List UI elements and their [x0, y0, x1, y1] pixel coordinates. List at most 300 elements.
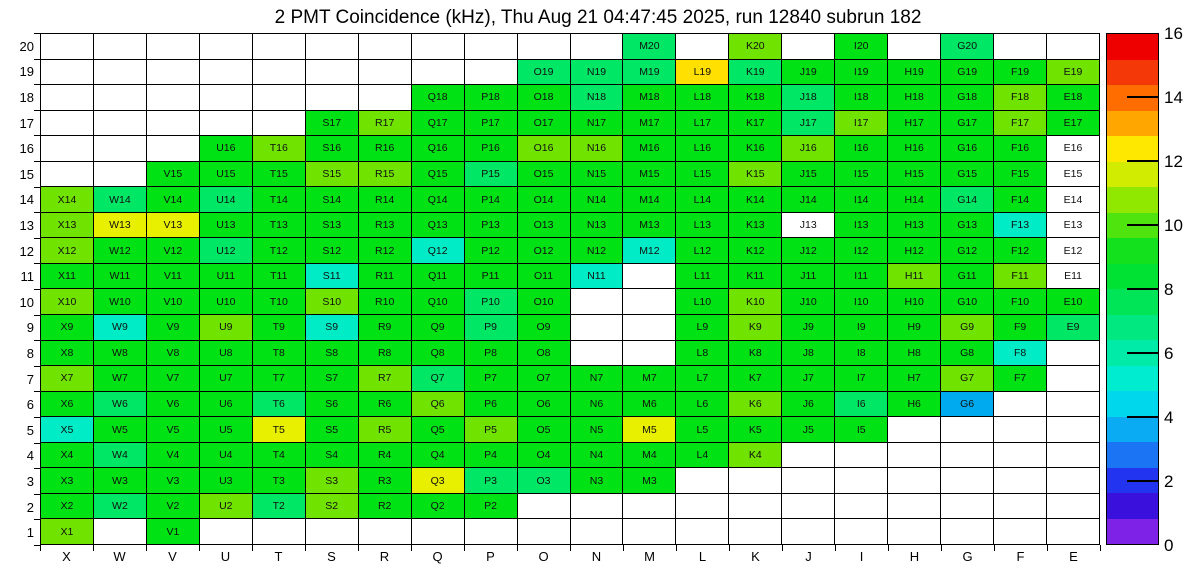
- x-axis-tick: [676, 545, 677, 551]
- cell-N19: N19: [571, 60, 623, 85]
- cell-P12: P12: [465, 238, 517, 263]
- cell-O18: O18: [518, 85, 570, 110]
- empty-cell: [94, 136, 146, 161]
- empty-cell: [41, 162, 93, 187]
- cell-M7: M7: [623, 366, 675, 391]
- x-axis-label-U: U: [220, 549, 231, 564]
- cell-O8: O8: [518, 341, 570, 366]
- cell-R11: R11: [359, 264, 411, 289]
- cell-X13: X13: [41, 213, 93, 238]
- empty-cell: [888, 468, 940, 493]
- cell-L13: L13: [676, 213, 728, 238]
- cell-W13: W13: [94, 213, 146, 238]
- colorbar-band: [1107, 391, 1158, 417]
- empty-cell: [465, 60, 517, 85]
- cell-S8: S8: [306, 341, 358, 366]
- cell-H19: H19: [888, 60, 940, 85]
- colorbar-band: [1107, 111, 1158, 137]
- cell-L7: L7: [676, 366, 728, 391]
- cell-P8: P8: [465, 341, 517, 366]
- y-axis-label-2: 2: [26, 499, 34, 515]
- y-axis-label-20: 20: [19, 38, 34, 54]
- colorbar-tick-label-10: 10: [1164, 216, 1183, 235]
- cell-J14: J14: [782, 187, 834, 212]
- x-axis-label-X: X: [62, 549, 71, 564]
- cell-L5: L5: [676, 417, 728, 442]
- empty-cell: [253, 111, 305, 136]
- cell-P5: P5: [465, 417, 517, 442]
- cell-F8: F8: [994, 341, 1046, 366]
- cell-G17: G17: [941, 111, 993, 136]
- cell-E18: E18: [1047, 85, 1099, 110]
- cell-O3: O3: [518, 468, 570, 493]
- cell-S2: S2: [306, 494, 358, 519]
- x-axis-label-T: T: [274, 549, 283, 564]
- empty-cell: [147, 34, 199, 59]
- cell-R10: R10: [359, 289, 411, 314]
- colorbar-tick: [1127, 160, 1159, 162]
- y-axis-label-13: 13: [19, 218, 34, 233]
- empty-cell: [94, 111, 146, 136]
- cell-H9: H9: [888, 315, 940, 340]
- cell-I20: I20: [835, 34, 887, 59]
- colorbar-tick: [1127, 96, 1159, 98]
- empty-cell: [571, 34, 623, 59]
- cell-E14: E14: [1047, 187, 1099, 212]
- cell-M13: M13: [623, 213, 675, 238]
- colorbar-tick: [1127, 224, 1159, 226]
- cell-L10: L10: [676, 289, 728, 314]
- colorbar-band: [1107, 519, 1158, 545]
- empty-cell: [200, 111, 252, 136]
- colorbar-tick-label-0: 0: [1164, 536, 1174, 555]
- empty-cell: [623, 519, 675, 544]
- cell-O5: O5: [518, 417, 570, 442]
- cell-S10: S10: [306, 289, 358, 314]
- empty-cell: [941, 494, 993, 519]
- x-axis-tick: [888, 545, 889, 551]
- cell-T6: T6: [253, 392, 305, 417]
- x-axis-label-O: O: [538, 549, 549, 564]
- y-axis-tick: [34, 391, 40, 392]
- cell-U5: U5: [200, 417, 252, 442]
- cell-L4: L4: [676, 443, 728, 468]
- cell-N7: N7: [571, 366, 623, 391]
- x-axis-tick: [994, 545, 995, 551]
- cell-S11: S11: [306, 264, 358, 289]
- cell-J6: J6: [782, 392, 834, 417]
- y-axis-label-1: 1: [26, 525, 34, 541]
- cell-J5: J5: [782, 417, 834, 442]
- cell-X6: X6: [41, 392, 93, 417]
- cell-W5: W5: [94, 417, 146, 442]
- cell-R4: R4: [359, 443, 411, 468]
- y-axis-label-16: 16: [19, 141, 34, 157]
- empty-cell: [359, 85, 411, 110]
- cell-N6: N6: [571, 392, 623, 417]
- colorbar-tick: [1127, 352, 1159, 354]
- cell-L16: L16: [676, 136, 728, 161]
- empty-cell: [412, 60, 464, 85]
- y-axis-label-11: 11: [20, 269, 34, 285]
- cell-K11: K11: [729, 264, 781, 289]
- cell-Q13: Q13: [412, 213, 464, 238]
- cell-Q16: Q16: [412, 136, 464, 161]
- empty-cell: [1047, 341, 1099, 366]
- x-axis-tick: [305, 545, 306, 551]
- cell-K7: K7: [729, 366, 781, 391]
- cell-V6: V6: [147, 392, 199, 417]
- cell-X12: X12: [41, 238, 93, 263]
- y-axis-label-18: 18: [19, 90, 34, 105]
- cell-H16: H16: [888, 136, 940, 161]
- cell-J8: J8: [782, 341, 834, 366]
- x-axis-label-H: H: [909, 549, 920, 564]
- cell-O17: O17: [518, 111, 570, 136]
- empty-cell: [571, 341, 623, 366]
- x-axis-label-W: W: [113, 549, 126, 564]
- empty-cell: [994, 519, 1046, 544]
- empty-cell: [253, 34, 305, 59]
- cell-R6: R6: [359, 392, 411, 417]
- colorbar-band: [1107, 238, 1158, 264]
- cell-M14: M14: [623, 187, 675, 212]
- x-axis-label-G: G: [962, 549, 973, 564]
- empty-cell: [782, 468, 834, 493]
- cell-U13: U13: [200, 213, 252, 238]
- cell-V10: V10: [147, 289, 199, 314]
- cell-H18: H18: [888, 85, 940, 110]
- y-axis-tick: [34, 315, 40, 316]
- colorbar-band: [1107, 34, 1158, 60]
- cell-V2: V2: [147, 494, 199, 519]
- empty-cell: [518, 34, 570, 59]
- cell-H11: H11: [888, 264, 940, 289]
- cell-G18: G18: [941, 85, 993, 110]
- empty-cell: [359, 34, 411, 59]
- empty-cell: [465, 34, 517, 59]
- x-axis-tick: [782, 545, 783, 551]
- cell-G9: G9: [941, 315, 993, 340]
- cell-U10: U10: [200, 289, 252, 314]
- cell-I19: I19: [835, 60, 887, 85]
- cell-H8: H8: [888, 341, 940, 366]
- empty-cell: [359, 519, 411, 544]
- x-axis-label-F: F: [1016, 549, 1025, 564]
- empty-cell: [676, 468, 728, 493]
- cell-O14: O14: [518, 187, 570, 212]
- empty-cell: [994, 443, 1046, 468]
- cell-L14: L14: [676, 187, 728, 212]
- cell-U7: U7: [200, 366, 252, 391]
- cell-F10: F10: [994, 289, 1046, 314]
- empty-cell: [1047, 519, 1099, 544]
- empty-cell: [306, 34, 358, 59]
- cell-O19: O19: [518, 60, 570, 85]
- cell-V9: V9: [147, 315, 199, 340]
- cell-K20: K20: [729, 34, 781, 59]
- cell-F16: F16: [994, 136, 1046, 161]
- cell-N15: N15: [571, 162, 623, 187]
- empty-cell: [571, 289, 623, 314]
- colorbar-band: [1107, 136, 1158, 162]
- empty-cell: [888, 34, 940, 59]
- cell-G20: G20: [941, 34, 993, 59]
- cell-H10: H10: [888, 289, 940, 314]
- empty-cell: [888, 443, 940, 468]
- cell-M19: M19: [623, 60, 675, 85]
- cell-G7: G7: [941, 366, 993, 391]
- y-axis-tick: [34, 212, 40, 213]
- cell-R8: R8: [359, 341, 411, 366]
- cell-S15: S15: [306, 162, 358, 187]
- cell-U8: U8: [200, 341, 252, 366]
- cell-K13: K13: [729, 213, 781, 238]
- cell-I5: I5: [835, 417, 887, 442]
- y-axis-tick: [34, 340, 40, 341]
- cell-W3: W3: [94, 468, 146, 493]
- x-axis-tick: [40, 545, 41, 551]
- cell-L19: L19: [676, 60, 728, 85]
- cell-M16: M16: [623, 136, 675, 161]
- cell-Q8: Q8: [412, 341, 464, 366]
- cell-V14: V14: [147, 187, 199, 212]
- x-axis-label-K: K: [751, 549, 760, 564]
- x-axis-label-M: M: [644, 549, 655, 564]
- cell-V3: V3: [147, 468, 199, 493]
- cell-Q17: Q17: [412, 111, 464, 136]
- cell-K15: K15: [729, 162, 781, 187]
- cell-I13: I13: [835, 213, 887, 238]
- y-axis-label-14: 14: [19, 192, 34, 208]
- empty-cell: [253, 519, 305, 544]
- empty-cell: [782, 34, 834, 59]
- colorbar-band: [1107, 289, 1158, 315]
- empty-cell: [994, 468, 1046, 493]
- cell-Q6: Q6: [412, 392, 464, 417]
- cell-E15: E15: [1047, 162, 1099, 187]
- colorbar-band: [1107, 315, 1158, 341]
- cell-W9: W9: [94, 315, 146, 340]
- cell-V13: V13: [147, 213, 199, 238]
- cell-L11: L11: [676, 264, 728, 289]
- empty-cell: [1047, 34, 1099, 59]
- cell-J18: J18: [782, 85, 834, 110]
- cell-Q15: Q15: [412, 162, 464, 187]
- cell-U6: U6: [200, 392, 252, 417]
- cell-H7: H7: [888, 366, 940, 391]
- cell-M6: M6: [623, 392, 675, 417]
- cell-I9: I9: [835, 315, 887, 340]
- cell-O12: O12: [518, 238, 570, 263]
- cell-O7: O7: [518, 366, 570, 391]
- cell-J15: J15: [782, 162, 834, 187]
- cell-G8: G8: [941, 341, 993, 366]
- cell-P3: P3: [465, 468, 517, 493]
- cell-J7: J7: [782, 366, 834, 391]
- cell-R14: R14: [359, 187, 411, 212]
- y-axis-label-4: 4: [26, 448, 34, 464]
- cell-I7: I7: [835, 366, 887, 391]
- cell-V11: V11: [147, 264, 199, 289]
- cell-T9: T9: [253, 315, 305, 340]
- colorbar-tick-label-4: 4: [1164, 408, 1174, 427]
- empty-cell: [147, 136, 199, 161]
- cell-N13: N13: [571, 213, 623, 238]
- cell-X11: X11: [41, 264, 93, 289]
- cell-T12: T12: [253, 238, 305, 263]
- cell-W8: W8: [94, 341, 146, 366]
- cell-K17: K17: [729, 111, 781, 136]
- x-axis-tick: [93, 545, 94, 551]
- empty-cell: [623, 315, 675, 340]
- colorbar-tick-label-14: 14: [1164, 88, 1183, 107]
- empty-cell: [835, 519, 887, 544]
- cell-O6: O6: [518, 392, 570, 417]
- x-axis-tick: [146, 545, 147, 551]
- y-axis-label-12: 12: [19, 243, 34, 259]
- x-axis-tick: [623, 545, 624, 551]
- cell-X14: X14: [41, 187, 93, 212]
- empty-cell: [888, 417, 940, 442]
- cell-V15: V15: [147, 162, 199, 187]
- cell-S13: S13: [306, 213, 358, 238]
- x-axis-tick: [358, 545, 359, 551]
- empty-cell: [729, 494, 781, 519]
- cell-U9: U9: [200, 315, 252, 340]
- cell-H17: H17: [888, 111, 940, 136]
- cell-F18: F18: [994, 85, 1046, 110]
- empty-cell: [147, 85, 199, 110]
- cell-N3: N3: [571, 468, 623, 493]
- empty-cell: [1047, 417, 1099, 442]
- cell-E19: E19: [1047, 60, 1099, 85]
- cell-P14: P14: [465, 187, 517, 212]
- empty-cell: [623, 264, 675, 289]
- cell-K19: K19: [729, 60, 781, 85]
- cell-R16: R16: [359, 136, 411, 161]
- cell-G15: G15: [941, 162, 993, 187]
- cell-O4: O4: [518, 443, 570, 468]
- x-axis-label-N: N: [591, 549, 602, 564]
- cell-J17: J17: [782, 111, 834, 136]
- cell-O15: O15: [518, 162, 570, 187]
- x-axis-tick: [570, 545, 571, 551]
- cell-W7: W7: [94, 366, 146, 391]
- colorbar-tick-label-16: 16: [1164, 24, 1183, 43]
- empty-cell: [465, 519, 517, 544]
- colorbar-band: [1107, 493, 1158, 519]
- cell-J19: J19: [782, 60, 834, 85]
- cell-T16: T16: [253, 136, 305, 161]
- cell-H6: H6: [888, 392, 940, 417]
- cell-G13: G13: [941, 213, 993, 238]
- cell-W14: W14: [94, 187, 146, 212]
- cell-N18: N18: [571, 85, 623, 110]
- y-axis-label-17: 17: [19, 115, 34, 131]
- cell-P6: P6: [465, 392, 517, 417]
- cell-M3: M3: [623, 468, 675, 493]
- empty-cell: [994, 417, 1046, 442]
- y-axis-tick: [34, 33, 40, 34]
- y-axis-tick: [34, 366, 40, 367]
- x-axis-tick: [1047, 545, 1048, 551]
- cell-S9: S9: [306, 315, 358, 340]
- cell-E16: E16: [1047, 136, 1099, 161]
- cell-I18: I18: [835, 85, 887, 110]
- cell-K14: K14: [729, 187, 781, 212]
- cell-J11: J11: [782, 264, 834, 289]
- cell-M18: M18: [623, 85, 675, 110]
- empty-cell: [200, 60, 252, 85]
- cell-X7: X7: [41, 366, 93, 391]
- y-axis-label-5: 5: [26, 422, 34, 438]
- empty-cell: [518, 519, 570, 544]
- empty-cell: [571, 519, 623, 544]
- cell-L18: L18: [676, 85, 728, 110]
- cell-T14: T14: [253, 187, 305, 212]
- cell-P13: P13: [465, 213, 517, 238]
- cell-M4: M4: [623, 443, 675, 468]
- cell-I14: I14: [835, 187, 887, 212]
- cell-R15: R15: [359, 162, 411, 187]
- cell-J16: J16: [782, 136, 834, 161]
- cell-P2: P2: [465, 494, 517, 519]
- cell-J10: J10: [782, 289, 834, 314]
- x-axis-tick: [199, 545, 200, 551]
- cell-O11: O11: [518, 264, 570, 289]
- x-axis-label-P: P: [486, 549, 495, 564]
- cell-X8: X8: [41, 341, 93, 366]
- y-axis-tick: [34, 161, 40, 162]
- empty-cell: [676, 494, 728, 519]
- y-axis-label-10: 10: [19, 294, 34, 310]
- empty-cell: [41, 85, 93, 110]
- cell-W2: W2: [94, 494, 146, 519]
- cell-R2: R2: [359, 494, 411, 519]
- empty-cell: [306, 60, 358, 85]
- cell-Q7: Q7: [412, 366, 464, 391]
- y-axis-tick: [34, 187, 40, 188]
- cell-M5: M5: [623, 417, 675, 442]
- empty-cell: [676, 519, 728, 544]
- empty-cell: [835, 468, 887, 493]
- empty-cell: [571, 494, 623, 519]
- y-axis-tick: [34, 468, 40, 469]
- cell-W6: W6: [94, 392, 146, 417]
- empty-cell: [623, 289, 675, 314]
- cell-U4: U4: [200, 443, 252, 468]
- x-axis-label-J: J: [805, 549, 812, 564]
- cell-S5: S5: [306, 417, 358, 442]
- cell-E11: E11: [1047, 264, 1099, 289]
- cell-F9: F9: [994, 315, 1046, 340]
- cell-R17: R17: [359, 111, 411, 136]
- empty-cell: [835, 443, 887, 468]
- cell-J12: J12: [782, 238, 834, 263]
- empty-cell: [782, 519, 834, 544]
- y-axis-tick: [34, 59, 40, 60]
- cell-T8: T8: [253, 341, 305, 366]
- cell-K6: K6: [729, 392, 781, 417]
- empty-cell: [729, 468, 781, 493]
- empty-cell: [200, 519, 252, 544]
- cell-I12: I12: [835, 238, 887, 263]
- cell-R3: R3: [359, 468, 411, 493]
- cell-S4: S4: [306, 443, 358, 468]
- cell-I6: I6: [835, 392, 887, 417]
- x-axis-label-I: I: [859, 549, 864, 564]
